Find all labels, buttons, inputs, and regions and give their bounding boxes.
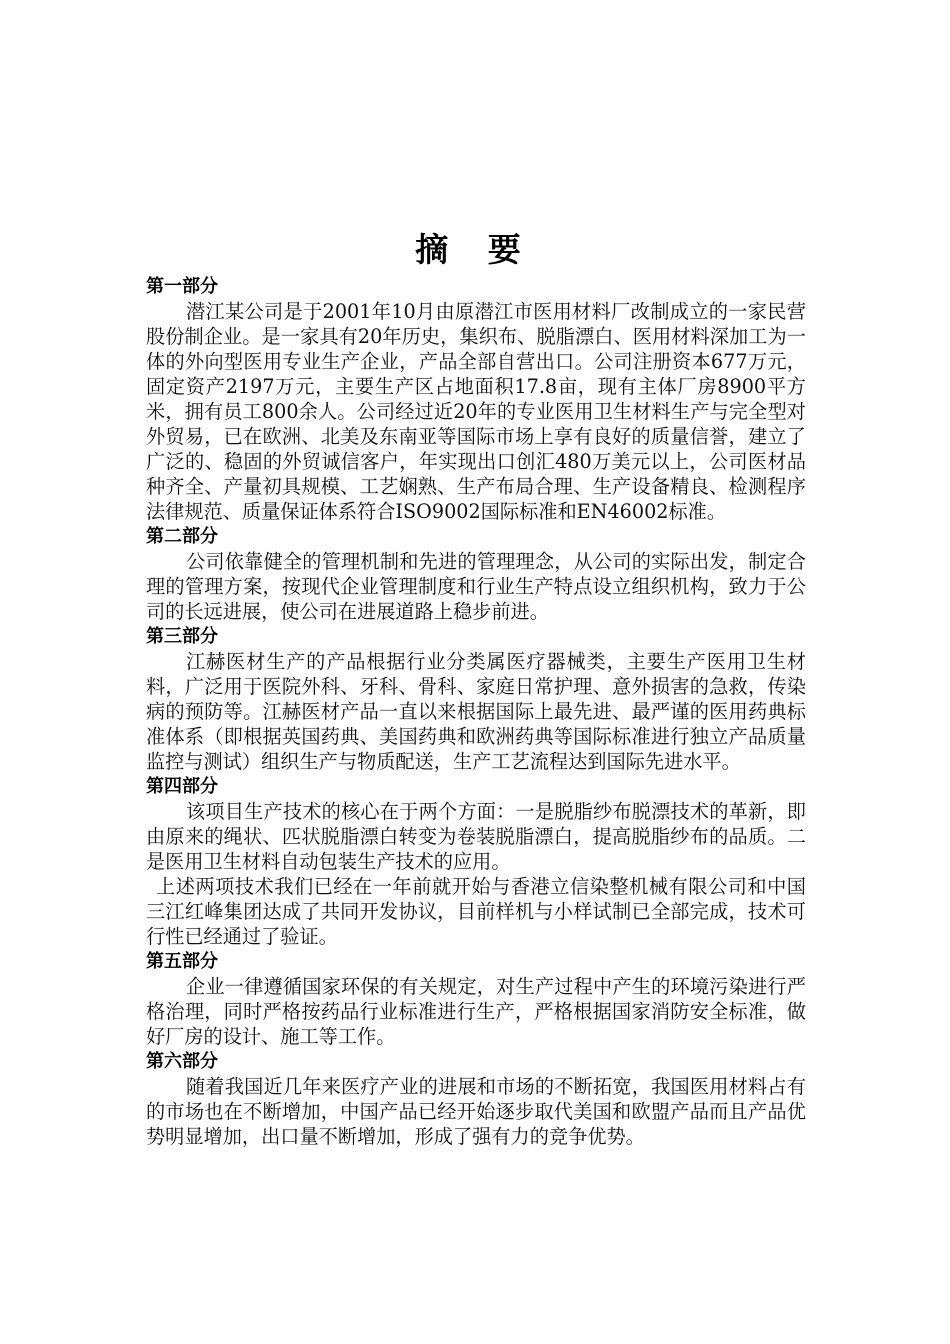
section-paragraph: 公司依靠健全的管理机制和先进的管理理念，从公司的实际出发，制定合理的管理方案，按现代企业管理制度和行业生产特点设立组织机构，致力于公司的长远进展，使公司在进展道路上稳步前进。	[146, 550, 806, 623]
section-paragraph: 该项目生产技术的核心在于两个方面：一是脱脂纱布脱漂技术的革新，即由原来的绳状、匹状脱脂漂白转变为卷装脱脂漂白，提高脱脂纱布的品质。二是医用卫生材料自动包装生产技术的应用。	[146, 800, 806, 873]
section-paragraph: 企业一律遵循国家环保的有关规定，对生产过程中产生的环境污染进行严格治理，同时严格按药品行业标准进行生产，严格根据国家消防安全标准，做好厂房的设计、施工等工作。	[146, 975, 806, 1048]
section-paragraph: 江赫医材生产的产品根据行业分类属医疗器械类，主要生产医用卫生材料，广泛用于医院外科、牙科、骨科、家庭日常护理、意外损害的急救，传染病的预防等。江赫医材产品一直以来根据国际上最先进、最严谨的医用药典标准体系（即根据英国药典、美国药典和欧洲药典等国际标准进行独立产品质量监控与测试）组织生产与物质配送，生产工艺流程达到国际先进水平。	[146, 650, 806, 773]
section-1	[146, 274, 806, 524]
section-6	[146, 1049, 806, 1149]
section-3	[146, 624, 806, 774]
section-heading: 第六部分	[146, 1051, 218, 1072]
document-body	[146, 274, 806, 1149]
section-2	[146, 524, 806, 624]
section-heading: 第四部分	[146, 776, 218, 797]
section-4	[146, 774, 806, 949]
section-heading: 第二部分	[146, 526, 218, 547]
section-heading: 第一部分	[146, 276, 218, 297]
section-paragraph: 随着我国近几年来医疗产业的进展和市场的不断拓宽，我国医用材料占有的市场也在不断增加，中国产品已经开始逐步取代美国和欧盟产品而且产品优势明显增加，出口量不断增加，形成了强有力的竞争优势。	[146, 1075, 806, 1148]
section-paragraph: 上述两项技术我们已经在一年前就开始与香港立信染整机械有限公司和中国三江红峰集团达成了共同开发协议，目前样机与小样试制已全部完成，技术可行性已经通过了验证。	[146, 875, 806, 948]
page-title: 摘 要	[415, 230, 535, 269]
section-paragraph: 潜江某公司是于2001年10月由原潜江市医用材料厂改制成立的一家民营股份制企业。是一家具有20年历史，集织布、脱脂漂白、医用材料深加工为一体的外向型医用专业生产企业，产品全部自营出口。公司注册资本677万元，固定资产2197万元，主要生产区占地面积17.8亩，现有主体厂房8900平方米，拥有员工800余人。公司经过近20年的专业医用卫生材料生产与完全型对外贸易，已在欧洲、北美及东南亚等国际市场上享有良好的质量信誉，建立了广泛的、稳固的外贸诚信客户，年实现出口创汇480万美元以上，公司医材品种齐全、产量初具规模、工艺娴熟、生产布局合理、生产设备精良、检测程序法律规范、质量保证体系符合ISO9002国际标准和EN46002标准。	[146, 300, 806, 523]
section-heading: 第三部分	[146, 626, 218, 647]
section-heading: 第五部分	[146, 951, 218, 972]
section-5	[146, 949, 806, 1049]
